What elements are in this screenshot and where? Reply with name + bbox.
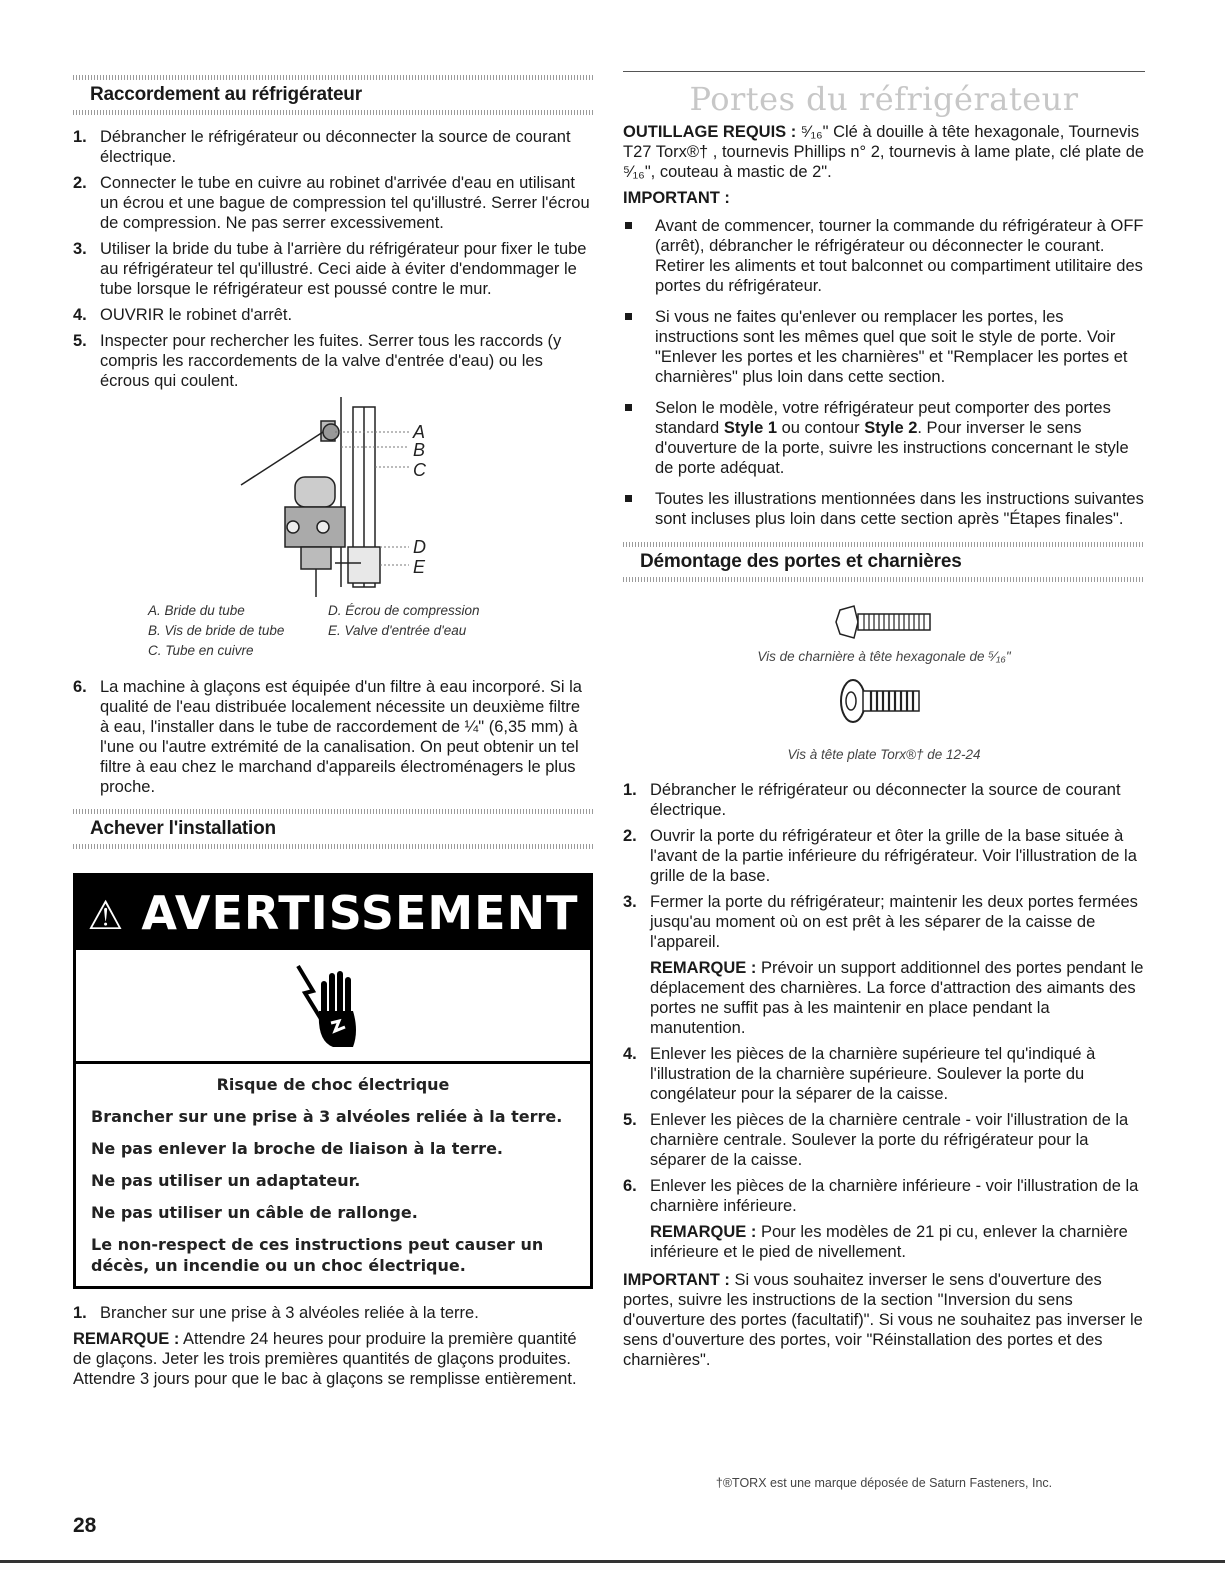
tools-required: OUTILLAGE REQUIS : ⁵⁄₁₆" Clé à douille à tête hexagonale, Tournevis T27 Torx®† , tournevis Phillips n° 2, tournevis à lame plate, clé plate de ⁵⁄₁₆", couteau à mastic de 2". — [623, 123, 1145, 181]
step-note: REMARQUE : Pour les modèles de 21 pi cu, enlever la charnière inférieure et le pied de nivellement. — [650, 1223, 1128, 1261]
electric-shock-hand-icon — [293, 961, 373, 1051]
legend-item: D. Écrou de compression — [328, 603, 480, 618]
important-bullets — [623, 216, 1145, 529]
list-item: 6. Enlever les pièces de la charnière inférieure - voir l'illustration de la charnière inférieure. REMARQUE : Pour les modèles de 21 pi cu, enlever la charnière inférieure et le pied de nivellement. — [623, 1176, 1145, 1262]
diagram-label-d: D — [413, 537, 426, 557]
demontage-steps — [623, 780, 1145, 1262]
warning-triangle-icon: ⚠ — [87, 893, 125, 939]
achever-step-1 — [73, 1303, 593, 1323]
list-item: 1. Débrancher le réfrigérateur ou déconnecter la source de courant électrique. — [623, 781, 1121, 819]
list-item: 6. La machine à glaçons est équipée d'un filtre à eau incorporé. Si la qualité de l'eau distribuée localement nécessite un deuxième filtre à eau, l'installer dans le tube de raccordement de ¼" (6,35 mm) à l'une ou l'autre extrémité de la canalisation. On peut obtenir un tel filtre à eau chez le marchand d'appareils électroménagers le plus proche. — [73, 678, 582, 796]
diagram-legend — [73, 601, 593, 661]
section-title-demontage: Démontage des portes et charnières — [640, 551, 962, 572]
list-item: Si vous ne faites qu'enlever ou remplacer les portes, les instructions sont les mêmes quel que soit le style de porte. Voir "Enlever les portes et les charnières" et "Remplacer les portes et charnières" plus loin dans cette section. — [623, 307, 1145, 387]
list-item: 1. Brancher sur une prise à 3 alvéoles reliée à la terre. — [73, 1304, 479, 1322]
warning-line: Brancher sur une prise à 3 alvéoles reliée à la terre. — [91, 1107, 563, 1126]
list-item: 2. Connecter le tube en cuivre au robinet d'arrivée d'eau en utilisant un écrou et une bague de compression tel qu'illustré. Serrer l'écrou de compression. Ne pas serrer excessivement. — [73, 174, 590, 232]
warning-line: Le non-respect de ces instructions peut causer un décès, un incendie ou un choc électrique. — [91, 1235, 544, 1275]
raccordement-steps — [73, 127, 593, 391]
list-item: Avant de commencer, tourner la commande du réfrigérateur à OFF (arrêt), débrancher le réfrigérateur ou déconnecter le courant. Retirer les aliments et tout balconnet ou compartiment utilitaire des portes du réfrigérateur. — [623, 216, 1145, 296]
legend-item: A. Bride du tube — [148, 603, 245, 618]
warning-risk: Risque de choc électrique — [216, 1075, 450, 1094]
title-rule — [623, 71, 1145, 72]
list-item: Toutes les illustrations mentionnées dans les instructions suivantes sont incluses plus loin dans cette section après "Étapes finales". — [623, 489, 1145, 529]
legend-item: C. Tube en cuivre — [148, 643, 254, 658]
screw-caption: Vis de charnière à tête hexagonale de ⁵⁄₁₆" — [757, 649, 1011, 664]
list-item: 3. Utiliser la bride du tube à l'arrière du réfrigérateur pour fixer le tube au réfrigérateur tel qu'illustré. Ceci aide à éviter d'endommager le tube lorsque le réfrigérateur est poussé contre le mur. — [73, 240, 587, 298]
trademark-footnote: †®TORX est une marque déposée de Saturn Fasteners, Inc. — [715, 1476, 1053, 1490]
list-item: 2. Ouvrir la porte du réfrigérateur et ôter la grille de la base située à l'avant de la partie inférieure du réfrigérateur. Voir l'illustration de la grille de la base. — [623, 827, 1137, 885]
warning-header: ⚠ AVERTISSEMENT — [76, 876, 590, 950]
step-note: REMARQUE : Prévoir un support additionnel des portes pendant le déplacement des charnières. La force d'attraction des aimants des portes ne suffit pas à les maintenir en place pendant la manutention. — [650, 959, 1144, 1037]
achever-note: REMARQUE : Attendre 24 heures pour produire la première quantité de glaçons. Jeter les trois premières quantités de glaçons produites. Attendre 3 jours pour que le bac à glaçons se remplisse entièrement. — [73, 1330, 577, 1388]
bottom-rule — [0, 1560, 1225, 1563]
warning-line: Ne pas utiliser un adaptateur. — [91, 1171, 361, 1190]
diagram-label-c: C — [413, 460, 426, 480]
right-column — [623, 0, 1145, 1370]
section-title-achever: Achever l'installation — [90, 818, 276, 839]
diagram-label-a: A — [413, 422, 426, 442]
list-item: 4. OUVRIR le robinet d'arrêt. — [73, 306, 293, 324]
torx-flat-screw-icon — [839, 678, 929, 724]
important-heading: IMPORTANT : — [623, 189, 730, 207]
list-item: 4. Enlever les pièces de la charnière supérieure tel qu'indiqué à l'illustration de la charnière supérieure. Soulever la porte du congélateur pour la séparer de la caisse. — [623, 1045, 1096, 1103]
water-valve-diagram — [73, 397, 593, 597]
list-item: 5. Enlever les pièces de la charnière centrale - voir l'illustration de la charnière centrale. Soulever la porte du réfrigérateur pour la séparer de la caisse. — [623, 1111, 1129, 1169]
legend-item: E. Valve d'entrée d'eau — [328, 623, 467, 638]
list-item: Selon le modèle, votre réfrigérateur peut comporter des portes standard Style 1 ou contour Style 2. Pour inverser le sens d'ouverture de la porte, suivre les instructions concernant le style de porte adéquat. — [623, 398, 1145, 478]
list-item: 3. Fermer la porte du réfrigérateur; maintenir les deux portes fermées jusqu'au moment où on est prêt à les séparer de la caisse de l'appareil. REMARQUE : Prévoir un support additionnel des portes pendant le déplacement des charnières. La force d'attraction des aimants des portes ne suffit pas à les maintenir en place pendant la manutention. — [623, 893, 1144, 1037]
left-column — [73, 0, 593, 1389]
warning-box — [73, 873, 593, 1289]
page-number: 28 — [73, 1514, 97, 1537]
screw-caption: Vis à tête plate Torx®† de 12-24 — [787, 747, 981, 762]
section-divider — [623, 577, 1145, 582]
raccordement-step-6 — [73, 677, 593, 797]
section-title-raccordement: Raccordement au réfrigérateur — [90, 84, 362, 105]
list-item: 5. Inspecter pour rechercher les fuites. Serrer tous les raccords (y compris les raccordements de la valve d'entrée d'eau) ou les écrous qui coulent. — [73, 332, 562, 390]
diagram-label-b: B — [413, 440, 426, 460]
page-section-title: Portes du réfrigérateur — [689, 80, 1079, 118]
hex-hinge-screw-icon — [834, 604, 934, 640]
warning-line: Ne pas utiliser un câble de rallonge. — [91, 1203, 418, 1222]
legend-item: B. Vis de bride de tube — [148, 623, 285, 638]
valve-illustration — [73, 397, 593, 597]
list-item: 1. Débrancher le réfrigérateur ou déconnecter la source de courant électrique. — [73, 128, 571, 166]
warning-line: Ne pas enlever la broche de liaison à la terre. — [91, 1139, 503, 1158]
diagram-label-e: E — [413, 557, 426, 577]
important-note: IMPORTANT : Si vous souhaitez inverser le sens d'ouverture des portes, suivre les instructions de la section "Inversion du sens d'ouverture des portes (facultatif)". Si vous ne souhaitez pas inverser le sens d'ouverture des portes, voir "Réinstallation des portes et des charnières". — [623, 1271, 1143, 1369]
